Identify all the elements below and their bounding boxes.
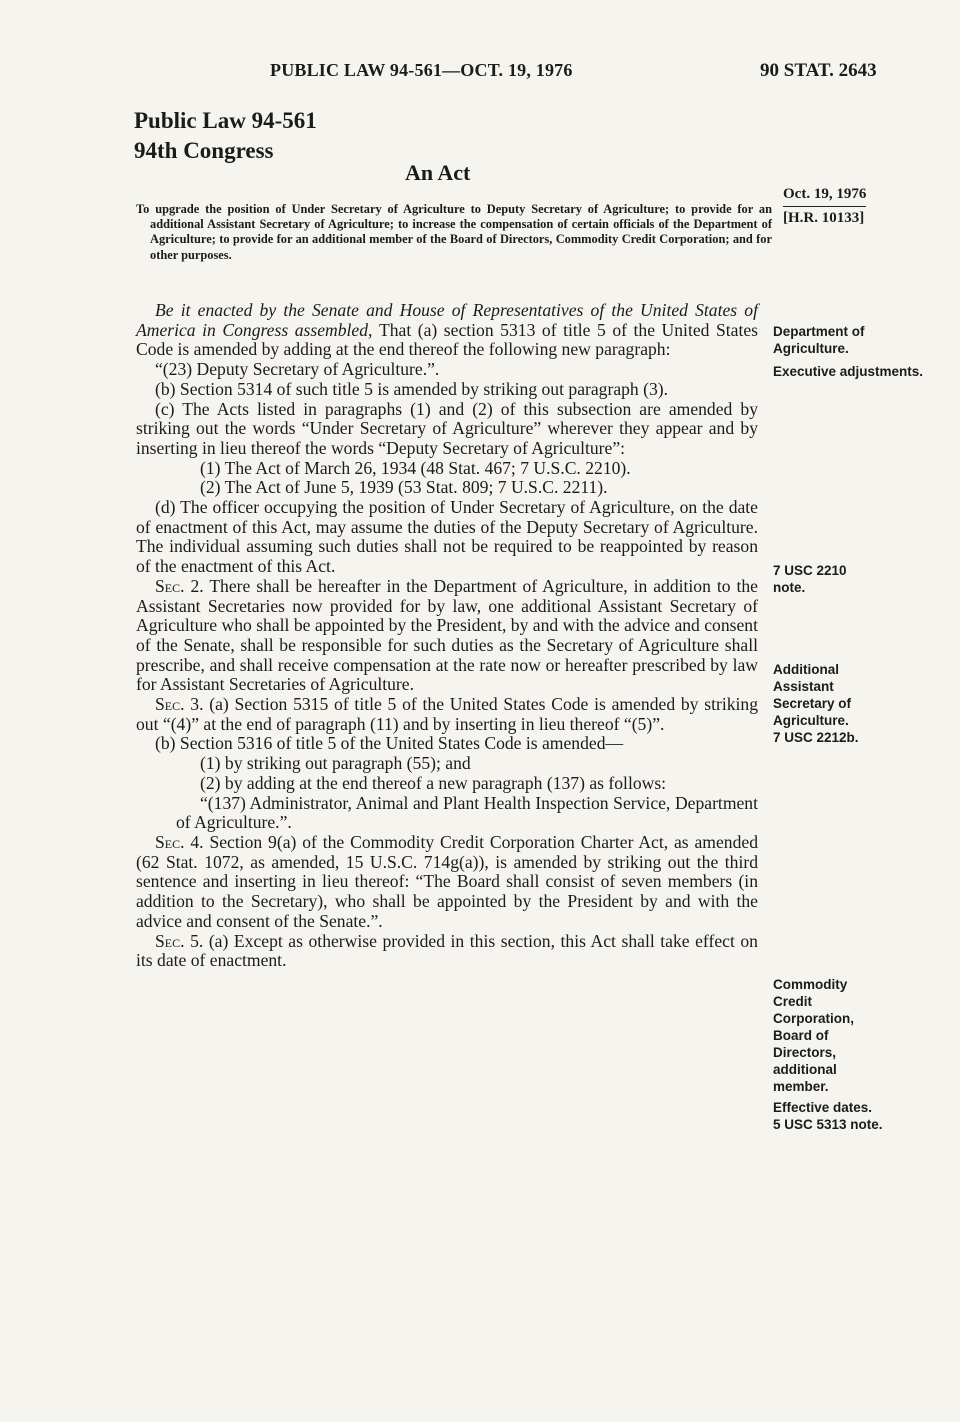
an-act-heading: An Act [405,160,471,185]
bill-number: [H.R. 10133] [783,210,865,226]
sec4-text: Section 9(a) of the Commodity Credit Corporation Charter Act, as amended (62 Stat. 1072, as amended, 15 U.S.C. 714g(a)), is amended by striking out the third sentence and inserting in lieu thereof: “The Board shall consist of seven members (in addition to the Secretary), who shall be appointed by the President by and with the advice and consent of the Senate.”. [136,831,758,931]
purpose-statement [136,202,772,263]
congress-number: 94th Congress [134,138,274,163]
sec3-a-text: (a) Section 5315 of title 5 of the United States Code is amended by striking out “(4)” at the end of paragraph (11) and by inserting in lieu thereof “(5)”. [136,694,758,734]
sec3-b-quote: “(137) Administrator, Animal and Plant Health Inspection Service, Department of Agriculture.”. [176,792,758,833]
date-block [783,183,866,229]
sec1-d: (d) The officer occupying the position of Under Secretary of Agriculture, on the date of enactment of this Act, may assume the duties of the Deputy Secretary of Agriculture. The individual assuming such duties shall not be required to be reappointed by reason of the enactment of this Act. [136,497,758,577]
enacting-clause: Be it enacted by the Senate and House of Representatives of the United States of America in Congress assembled, [136,300,758,340]
sec1-c-2: (2) The Act of June 5, 1939 (53 Stat. 809; 7 U.S.C. 2211). [200,477,608,498]
margin-note-effective-dates: Effective dates. [773,1100,873,1115]
sec3-label: Sec. 3. [155,694,204,715]
sec2-label: Sec. 2. [155,575,204,596]
purpose-text: To upgrade the position of Under Secretary of Agriculture to Deputy Secretary of Agriculture; to provide for an additional Assistant Secretary of Agriculture; to increase the compensation of certain officials of the Department of Agriculture; to provide for an additional member of the Board of Directors, Commodity Credit Corporation; and for other purposes. [136,202,772,262]
sec2-paragraph [136,577,758,695]
sec3-b-2: (2) by adding at the end thereof a new paragraph (137) as follows: [200,772,667,793]
sec5-text: (a) Except as otherwise provided in this section, this Act shall take effect on its date of enactment. [136,930,758,971]
sec1-a-quote: “(23) Deputy Secretary of Agriculture.”. [155,359,440,380]
stat-page-reference: 90 STAT. 2643 [760,60,877,81]
sec5-label: Sec. 5. [155,930,204,951]
sec3-paragraph [136,695,758,734]
law-number: Public Law 94-561 [134,108,317,133]
act-body [136,301,758,971]
margin-note-7usc2210: 7 USC 2210 note. [773,563,847,595]
margin-note-5usc5313: 5 USC 5313 note. [773,1117,883,1132]
enactment-date: Oct. 19, 1976 [783,183,866,207]
margin-note-ccc-board: Commodity Credit Corporation, Board of Directors, additional member. [773,977,854,1094]
sec1-c-1: (1) The Act of March 26, 1934 (48 Stat. 467; 7 U.S.C. 2210). [200,457,631,478]
sec4-label: Sec. 4. [155,831,204,852]
sec1-b: (b) Section 5314 of such title 5 is amended by striking out paragraph (3). [155,378,669,399]
sec2-text: There shall be hereafter in the Department of Agriculture, in addition to the Assistant Secretaries now provided for by law, one additional Assistant Secretary of Agriculture who shall be appointed by the President, by and with the advice and consent of the Senate, shall be responsible for such duties as the Secretary of Agriculture shall prescribe, and shall receive compensation at the rate now or hereafter prescribed by law for Assistant Secretaries of Agriculture. [136,575,758,695]
law-title-block [134,106,317,166]
sec3-b: (b) Section 5316 of title 5 of the United States Code is amended— [155,733,624,754]
margin-note-7usc2212b: 7 USC 2212b. [773,730,859,745]
margin-note-department: Department of Agriculture. [773,324,865,356]
sec4-paragraph [136,833,758,932]
sec5-paragraph [136,932,758,971]
sec1-a-text: That (a) section 5313 of title 5 of the United States Code is amended by adding at the end thereof the following new paragraph: [136,319,759,360]
margin-note-assistant-secretary: Additional Assistant Secretary of Agriculture. [773,662,852,728]
margin-note-executive: Executive adjustments. [773,364,924,379]
sec3-b-1: (1) by striking out paragraph (55); and [200,753,471,774]
sec1-c: (c) The Acts listed in paragraphs (1) and (2) of this subsection are amended by striking out the words “Under Secretary of Agriculture” wherever they appear and by inserting in lieu thereof the words “Deputy Secretary of Agriculture”: [136,398,758,458]
running-head: PUBLIC LAW 94-561—OCT. 19, 1976 [270,60,573,80]
enacting-clause-paragraph [136,301,758,360]
